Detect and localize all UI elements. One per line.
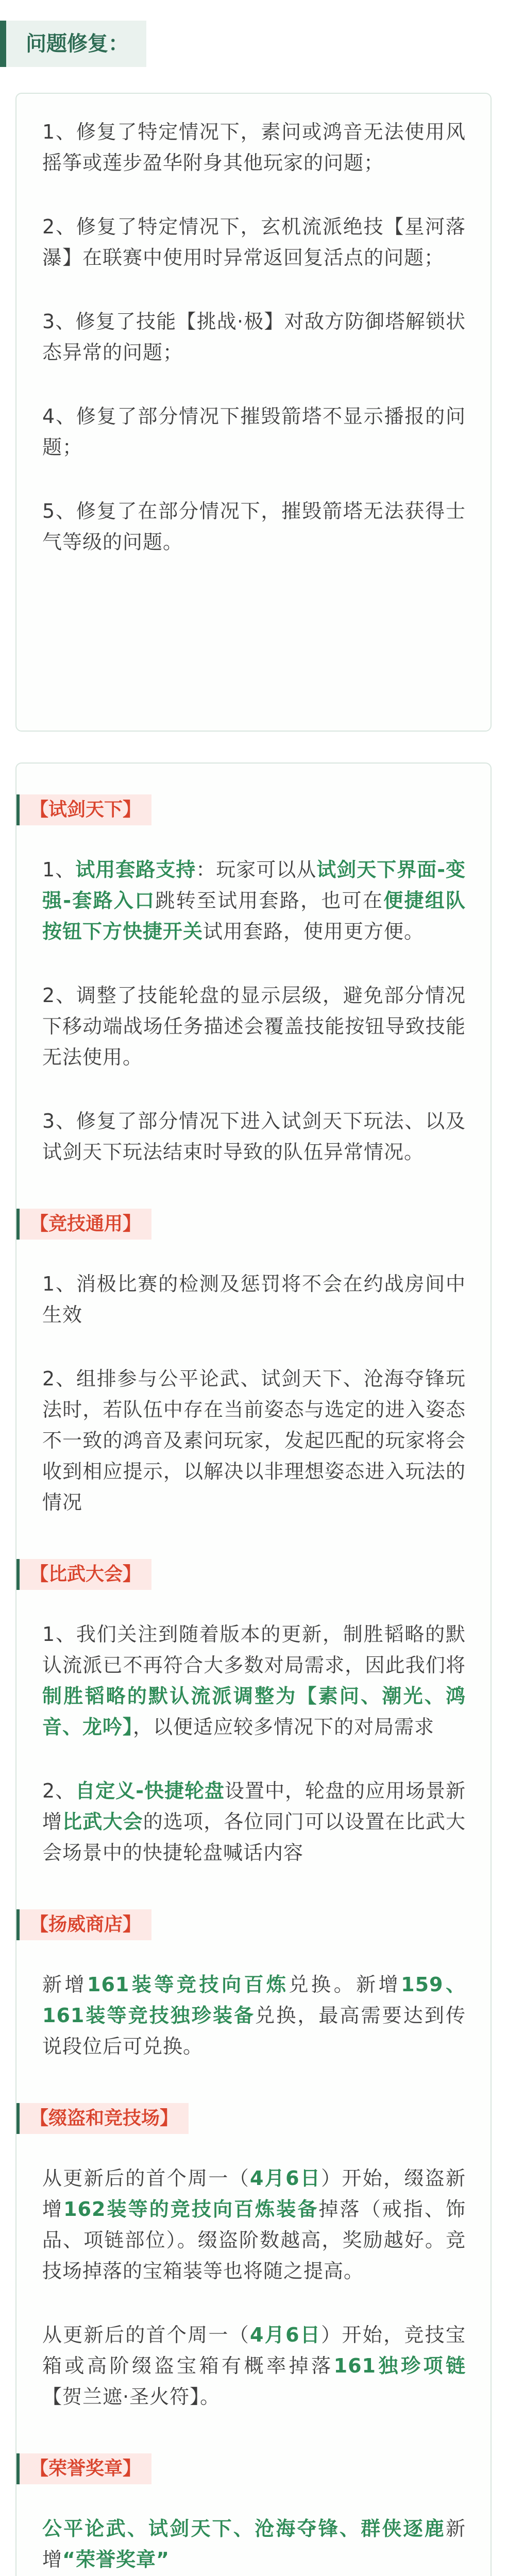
text: 【贺兰遮·圣火符】。 xyxy=(42,2385,221,2408)
label-shop: 【扬威商店】 xyxy=(16,1909,151,1940)
highlight: 自定义-快捷轮盘 xyxy=(75,1780,225,1802)
fix-item: 3、修复了技能【挑战·极】对敌方防御塔解锁状态异常的问题； xyxy=(42,310,466,364)
text: ）开始，缀盗新增 xyxy=(42,2167,466,2221)
fixes-card xyxy=(15,93,492,732)
tournament-p1 xyxy=(42,1619,466,1742)
shop-p1 xyxy=(42,1969,466,2062)
highlight: 162装等的竞技向百炼装备 xyxy=(63,2198,319,2221)
trial-p1 xyxy=(42,854,466,947)
fix-item: 4、修复了部分情况下摧毁箭塔不显示播报的问题； xyxy=(42,405,466,459)
text: 新增 xyxy=(42,2517,466,2571)
text: ：玩家可以从 xyxy=(196,858,317,881)
text: ）开始，竞技宝箱或高阶缀盗宝箱有概率掉落 xyxy=(42,2324,466,2377)
highlight: 试剑天下界面-变强-套路入口 xyxy=(42,858,466,912)
features-card xyxy=(15,762,492,2576)
highlight: 公平论武、试剑天下、沧海夺锋、群侠逐鹿 xyxy=(42,2517,446,2540)
text: 设置中，轮盘的应用场景新增 xyxy=(42,1780,466,1833)
label-arena: 【缀盗和竞技场】 xyxy=(16,2103,189,2134)
trial-p3: 3、修复了部分情况下进入试剑天下玩法、以及试剑天下玩法结束时导致的队伍异常情况。 xyxy=(42,1110,466,1163)
label-tournament: 【比武大会】 xyxy=(16,1559,151,1590)
highlight: “荣誉奖章” xyxy=(62,2548,170,2571)
arena-p1 xyxy=(42,2163,466,2286)
text: 新增 xyxy=(42,1973,88,1996)
medal-p1 xyxy=(42,2513,466,2575)
highlight: 4月6日 xyxy=(250,2324,322,2346)
trial-p2: 2、调整了技能轮盘的显示层级，避免部分情况下移动端战场任务描述会覆盖技能按钮导致技能无法使用。 xyxy=(42,984,466,1069)
text: 从更新后的首个周一（ xyxy=(42,2324,250,2346)
text: 从更新后的首个周一（ xyxy=(42,2167,250,2190)
fix-item: 1、修复了特定情况下，素问或鸿音无法使用风摇筝或莲步盈华附身其他玩家的问题； xyxy=(42,121,466,174)
section-title: 问题修复： xyxy=(0,21,146,67)
highlight: 比武大会 xyxy=(62,1810,143,1833)
text: 2、 xyxy=(42,1780,76,1802)
highlight: 4月6日 xyxy=(250,2167,322,2190)
tournament-p2 xyxy=(42,1775,466,1868)
text: 兑换，最高需要达到传说段位后可兑换。 xyxy=(42,2004,466,2058)
label-medal: 【荣誉奖章】 xyxy=(16,2453,151,2484)
label-general: 【竞技通用】 xyxy=(16,1209,151,1240)
text: 试用套路，使用更方便。 xyxy=(203,920,425,943)
text: ，以便适应较多情况下的对局需求 xyxy=(133,1716,435,1738)
label-trial: 【试剑天下】 xyxy=(16,794,151,825)
highlight: 试用套路支持 xyxy=(75,858,196,881)
fix-item: 2、修复了特定情况下，玄机流派绝技【星河落瀑】在联赛中使用时异常返回复活点的问题； xyxy=(42,215,466,269)
text: 1、我们关注到随着版本的更新，制胜韬略的默认流派已不再符合大多数对局需求，因此我们将 xyxy=(42,1623,466,1676)
highlight: 制胜韬略的默认流派调整为【素问、潮光、鸿音、龙吟】 xyxy=(42,1685,466,1738)
arena-p2 xyxy=(42,2319,466,2412)
text: 掉落（戒指、饰品、项链部位）。缀盗阶数越高，奖励越好。竞技场掉落的宝箱装等也将随之提高。 xyxy=(42,2198,466,2282)
text: 1、 xyxy=(42,858,76,881)
highlight: 161独珍项链 xyxy=(333,2354,466,2377)
fix-item: 5、修复了在部分情况下，摧毁箭塔无法获得士气等级的问题。 xyxy=(42,500,466,553)
highlight: 159、161装等竞技独珍装备 xyxy=(42,1973,466,2027)
highlight: 161装等竞技向百炼 xyxy=(87,1973,289,1996)
text: 兑换。新增 xyxy=(289,1973,401,1996)
text: 的选项，各位同门可以设置在比武大会场景中的快捷轮盘喊话内容 xyxy=(42,1810,466,1864)
text: 跳转至试用套路，也可在 xyxy=(155,889,384,912)
general-p1: 1、消极比赛的检测及惩罚将不会在约战房间中生效 xyxy=(42,1273,466,1326)
general-p2: 2、组排参与公平论武、试剑天下、沧海夺锋玩法时，若队伍中存在当前姿态与选定的进入姿态不一致的鸿音及素问玩家，发起匹配的玩家将会收到相应提示，以解决以非理想姿态进入玩法的情况 xyxy=(42,1367,466,1514)
highlight: 便捷组队按钮下方快捷开关 xyxy=(42,889,466,943)
